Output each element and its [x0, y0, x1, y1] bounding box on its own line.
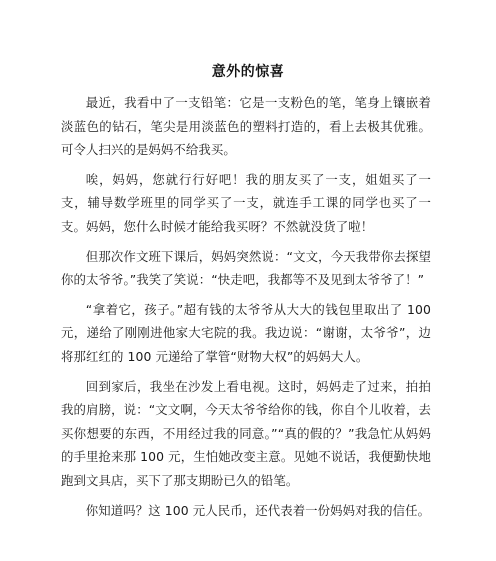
paragraph: 最近，我看中了一支铅笔：它是一支粉色的笔，笔身上镶嵌着淡蓝色的钻石，笔尖是用淡蓝色的塑料打造的，看上去极其优雅。可令人扫兴的是妈妈不给我买。	[61, 95, 431, 158]
article-body	[61, 91, 431, 528]
paragraph: 但那次作文班下课后，妈妈突然说：“文文，今天我带你去探望你的太爷爷。”我笑了笑说：“快走吧，我都等不及见到太爷爷了！”	[61, 248, 431, 288]
paragraph: “拿着它，孩子。”超有钱的太爷爷从大大的钱包里取出了 100 元，递给了刚刚进他家大宅院的我。我边说：“谢谢，太爷爷”，边将那红红的 100 元递给了掌管“财物大权”的妈妈大人。	[61, 301, 431, 364]
paragraph: 唉，妈妈，您就行行好吧！我的朋友买了一支，姐姐买了一支，辅导数学班里的同学买了一支，就连手工课的同学也买了一支。妈妈，您什么时候才能给我买呀？不然就没货了啦！	[61, 171, 431, 234]
paragraph: 你知道吗？这 100 元人民币，还代表着一份妈妈对我的信任。	[85, 502, 431, 518]
paragraph: 回到家后，我坐在沙发上看电视。这时，妈妈走了过来，拍拍我的肩膀，说：“文文啊，今天太爷爷给你的钱，你自个儿收着，去买你想要的东西，不用经过我的同意。”“真的假的？”我急忙从妈妈的手里抢来那 100 元，生怕她改变主意。见她不说话，我便勤快地跑到文具店，买下了那支期盼已久的铅笔。	[61, 378, 431, 488]
document-title: 意外的惊喜	[211, 64, 285, 80]
